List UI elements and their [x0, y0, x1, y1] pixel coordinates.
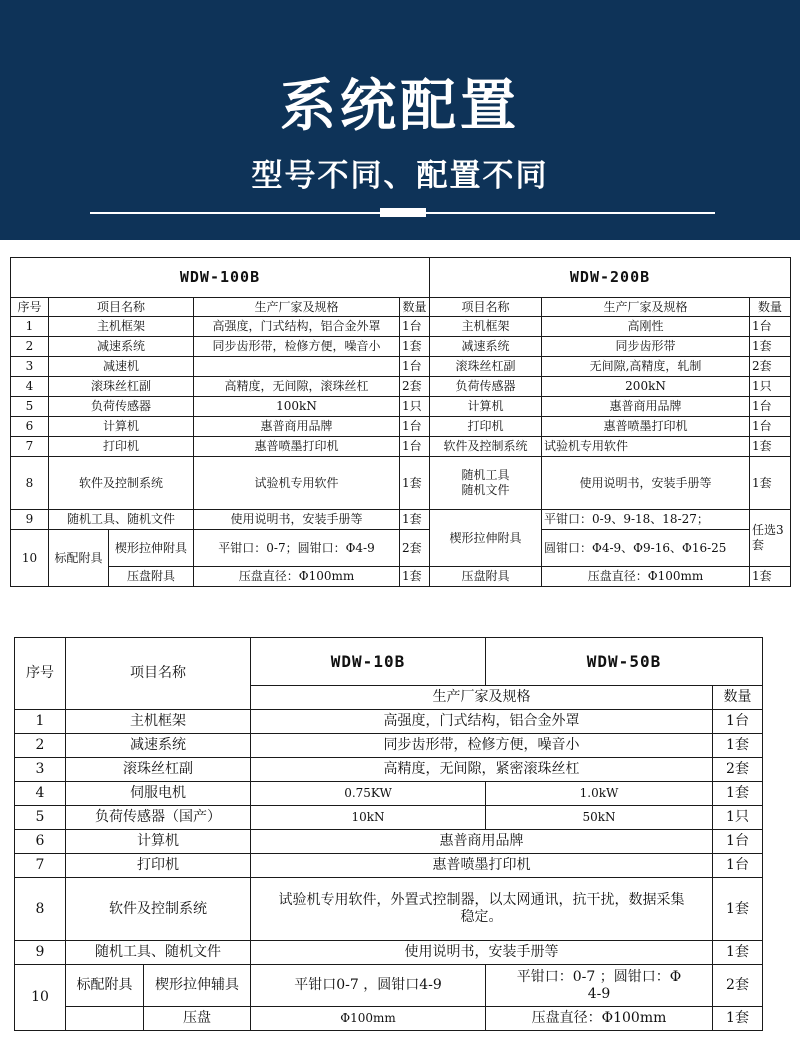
- group-name: 标配附具: [49, 530, 109, 587]
- item-qty: 1套: [750, 457, 791, 510]
- col-header: 序号: [11, 298, 49, 317]
- item-spec: [194, 357, 400, 377]
- item-name: 压盘附具: [109, 567, 194, 587]
- model-header-a: WDW-10B: [251, 638, 486, 686]
- item-name: 主机框架: [430, 317, 542, 337]
- item-spec: 压盘直径：Φ100mm: [542, 567, 750, 587]
- item-spec: 使用说明书，安装手册等: [251, 941, 713, 965]
- item-name: 减速系统: [66, 734, 251, 758]
- model-header-left: WDW-100B: [11, 258, 430, 298]
- item-spec: 200kN: [542, 377, 750, 397]
- item-spec: 惠普喷墨打印机: [194, 437, 400, 457]
- table-row: [11, 317, 791, 337]
- item-name: 主机框架: [49, 317, 194, 337]
- item-spec: 惠普商用品牌: [194, 417, 400, 437]
- table-row: [15, 734, 763, 758]
- table-row: [11, 357, 791, 377]
- item-spec: 无间隙,高精度，轧制: [542, 357, 750, 377]
- item-qty: 1套: [750, 437, 791, 457]
- item-qty: 1台: [400, 417, 430, 437]
- col-header-no: 序号: [15, 638, 66, 710]
- col-header-spec: 生产厂家及规格: [251, 686, 713, 710]
- item-spec: 试验机专用软件，外置式控制器，以太网通讯，抗干扰，数据采集稳定。: [251, 878, 713, 941]
- item-name: 随机工具、随机文件: [66, 941, 251, 965]
- item-qty: 1只: [713, 806, 763, 830]
- item-spec: 高精度，无间隙，滚珠丝杠: [194, 377, 400, 397]
- item-qty: 1台: [713, 710, 763, 734]
- item-spec: 平钳口：0-9、9-18、18-27；: [542, 510, 750, 530]
- item-spec: 试验机专用软件: [194, 457, 400, 510]
- title-divider-mark: [380, 208, 426, 217]
- item-qty: 1台: [400, 437, 430, 457]
- item-qty: 2套: [713, 965, 763, 1007]
- item-spec: 使用说明书，安装手册等: [194, 510, 400, 530]
- config-table-100b-200b: [10, 257, 791, 587]
- item-qty: 1台: [400, 317, 430, 337]
- col-header: 数量: [750, 298, 791, 317]
- item-name: [430, 457, 542, 510]
- item-qty: 1套: [713, 878, 763, 941]
- item-spec: 压盘直径：Φ100mm: [486, 1007, 713, 1031]
- item-name: 压盘附具: [430, 567, 542, 587]
- item-name: 计算机: [430, 397, 542, 417]
- item-name: 楔形拉伸附具: [109, 530, 194, 567]
- col-header: 项目名称: [49, 298, 194, 317]
- title-banner: [0, 0, 800, 240]
- group-name: 标配附具: [66, 965, 144, 1007]
- item-qty: 1台: [713, 830, 763, 854]
- item-name: 软件及控制系统: [430, 437, 542, 457]
- item-spec: 惠普喷墨打印机: [542, 417, 750, 437]
- item-qty: 1台: [400, 357, 430, 377]
- table-row: [11, 337, 791, 357]
- item-spec: 1.0kW: [486, 782, 713, 806]
- row-number: 1: [11, 317, 49, 337]
- item-name: 打印机: [430, 417, 542, 437]
- item-spec: 同步齿形带，检修方便，噪音小: [251, 734, 713, 758]
- item-qty: 2套: [750, 357, 791, 377]
- item-name: 计算机: [49, 417, 194, 437]
- item-qty: 1台: [750, 317, 791, 337]
- table-row: [11, 437, 791, 457]
- item-qty: 1套: [750, 567, 791, 587]
- table-row: [11, 397, 791, 417]
- row-number: 4: [15, 782, 66, 806]
- row-number: 3: [11, 357, 49, 377]
- table-row: [11, 457, 791, 510]
- row-number: 7: [15, 854, 66, 878]
- item-name: 压盘: [144, 1007, 251, 1031]
- item-qty: 1套: [750, 337, 791, 357]
- item-name: 负荷传感器: [430, 377, 542, 397]
- item-qty: 1套: [713, 734, 763, 758]
- item-spec: 惠普商用品牌: [542, 397, 750, 417]
- item-spec: 0.75KW: [251, 782, 486, 806]
- item-name: 负荷传感器: [49, 397, 194, 417]
- model-header-b: WDW-50B: [486, 638, 763, 686]
- table-row: [15, 1007, 763, 1031]
- col-header: 生产厂家及规格: [194, 298, 400, 317]
- table-row: [15, 830, 763, 854]
- item-qty: 2套: [400, 530, 430, 567]
- table-row: [15, 854, 763, 878]
- table-row: [15, 965, 763, 1007]
- table-row: [15, 941, 763, 965]
- item-name: 滚珠丝杠副: [430, 357, 542, 377]
- item-name: 减速系统: [49, 337, 194, 357]
- item-name: 打印机: [66, 854, 251, 878]
- item-name: 楔形拉伸附具: [430, 510, 542, 567]
- item-spec: 惠普喷墨打印机: [251, 854, 713, 878]
- item-name: 打印机: [49, 437, 194, 457]
- item-spec: 压盘直径：Φ100mm: [194, 567, 400, 587]
- item-name-line: 随机工具: [461, 468, 510, 482]
- item-name: 软件及控制系统: [66, 878, 251, 941]
- page-title: 系统配置: [280, 74, 520, 139]
- item-spec: 高刚性: [542, 317, 750, 337]
- item-name: 滚珠丝杠副: [66, 758, 251, 782]
- item-spec: 试验机专用软件: [542, 437, 750, 457]
- item-spec: 高强度，门式结构，铝合金外罩: [251, 710, 713, 734]
- item-spec: Φ100mm: [251, 1007, 486, 1031]
- item-name: 减速机: [49, 357, 194, 377]
- item-qty: 1套: [713, 782, 763, 806]
- item-qty: 1只: [400, 397, 430, 417]
- item-spec: 平钳口0-7 ，圆钳口4-9: [251, 965, 486, 1007]
- item-qty: 1套: [713, 941, 763, 965]
- col-header: 生产厂家及规格: [542, 298, 750, 317]
- col-header-qty: 数量: [713, 686, 763, 710]
- item-name: 主机框架: [66, 710, 251, 734]
- item-spec: 100kN: [194, 397, 400, 417]
- row-number: 2: [11, 337, 49, 357]
- table-row: [11, 510, 791, 530]
- item-name: 负荷传感器（国产）: [66, 806, 251, 830]
- table-row: [15, 806, 763, 830]
- row-number: 6: [15, 830, 66, 854]
- item-spec: 高强度，门式结构，铝合金外罩: [194, 317, 400, 337]
- table-row: [11, 377, 791, 397]
- item-name: 计算机: [66, 830, 251, 854]
- item-qty: 2套: [400, 377, 430, 397]
- row-number: 2: [15, 734, 66, 758]
- item-qty: 1套: [400, 510, 430, 530]
- table-row: [15, 782, 763, 806]
- item-spec: 平钳口：0-7；圆钳口：Φ4-9: [194, 530, 400, 567]
- row-number: 10: [11, 530, 49, 587]
- item-name: 减速系统: [430, 337, 542, 357]
- item-qty: 1台: [713, 854, 763, 878]
- table-row: [15, 878, 763, 941]
- item-qty: 任选3套: [750, 510, 791, 567]
- row-number: 8: [11, 457, 49, 510]
- item-spec: 惠普商用品牌: [251, 830, 713, 854]
- item-name: 随机工具、随机文件: [49, 510, 194, 530]
- item-qty: 1台: [750, 397, 791, 417]
- item-qty: 1台: [750, 417, 791, 437]
- row-number: 6: [11, 417, 49, 437]
- row-number: 9: [15, 941, 66, 965]
- table-row: [11, 417, 791, 437]
- row-number: 4: [11, 377, 49, 397]
- item-qty: 2套: [713, 758, 763, 782]
- row-number: 7: [11, 437, 49, 457]
- row-number: 1: [15, 710, 66, 734]
- item-spec: 圆钳口：Φ4-9、Φ9-16、Φ16-25: [542, 530, 750, 567]
- item-spec: 使用说明书，安装手册等: [542, 457, 750, 510]
- item-qty: 1套: [713, 1007, 763, 1031]
- item-name: 楔形拉伸辅具: [144, 965, 251, 1007]
- item-name: 滚珠丝杠副: [49, 377, 194, 397]
- row-number: 3: [15, 758, 66, 782]
- item-spec: 同步齿形带: [542, 337, 750, 357]
- item-qty: 1套: [400, 457, 430, 510]
- col-header: 项目名称: [430, 298, 542, 317]
- group-name-empty: [66, 1007, 144, 1031]
- table-row: [11, 567, 791, 587]
- config-table-10b-50b: [14, 637, 763, 1031]
- col-header: 数量: [400, 298, 430, 317]
- item-qty: 1套: [400, 567, 430, 587]
- item-spec: 高精度，无间隙，紧密滚珠丝杠: [251, 758, 713, 782]
- row-number: 5: [15, 806, 66, 830]
- row-number: 9: [11, 510, 49, 530]
- row-number: 10: [15, 965, 66, 1031]
- table-row: [11, 530, 791, 567]
- table-row: [15, 758, 763, 782]
- item-name: 伺服电机: [66, 782, 251, 806]
- row-number: 8: [15, 878, 66, 941]
- item-qty: 1套: [400, 337, 430, 357]
- item-qty: 1只: [750, 377, 791, 397]
- page-subtitle: 型号不同、配置不同: [251, 158, 549, 194]
- item-spec: 同步齿形带，检修方便，噪音小: [194, 337, 400, 357]
- row-number: 5: [11, 397, 49, 417]
- table-row: [15, 710, 763, 734]
- item-spec: 50kN: [486, 806, 713, 830]
- col-header-item: 项目名称: [66, 638, 251, 710]
- model-header-right: WDW-200B: [430, 258, 791, 298]
- table-header-row: [11, 298, 791, 317]
- item-spec: 平钳口：0-7 ；圆钳口：Φ4-9: [486, 965, 713, 1007]
- item-name-line: 随机文件: [461, 483, 510, 497]
- item-name: 软件及控制系统: [49, 457, 194, 510]
- item-spec: 10kN: [251, 806, 486, 830]
